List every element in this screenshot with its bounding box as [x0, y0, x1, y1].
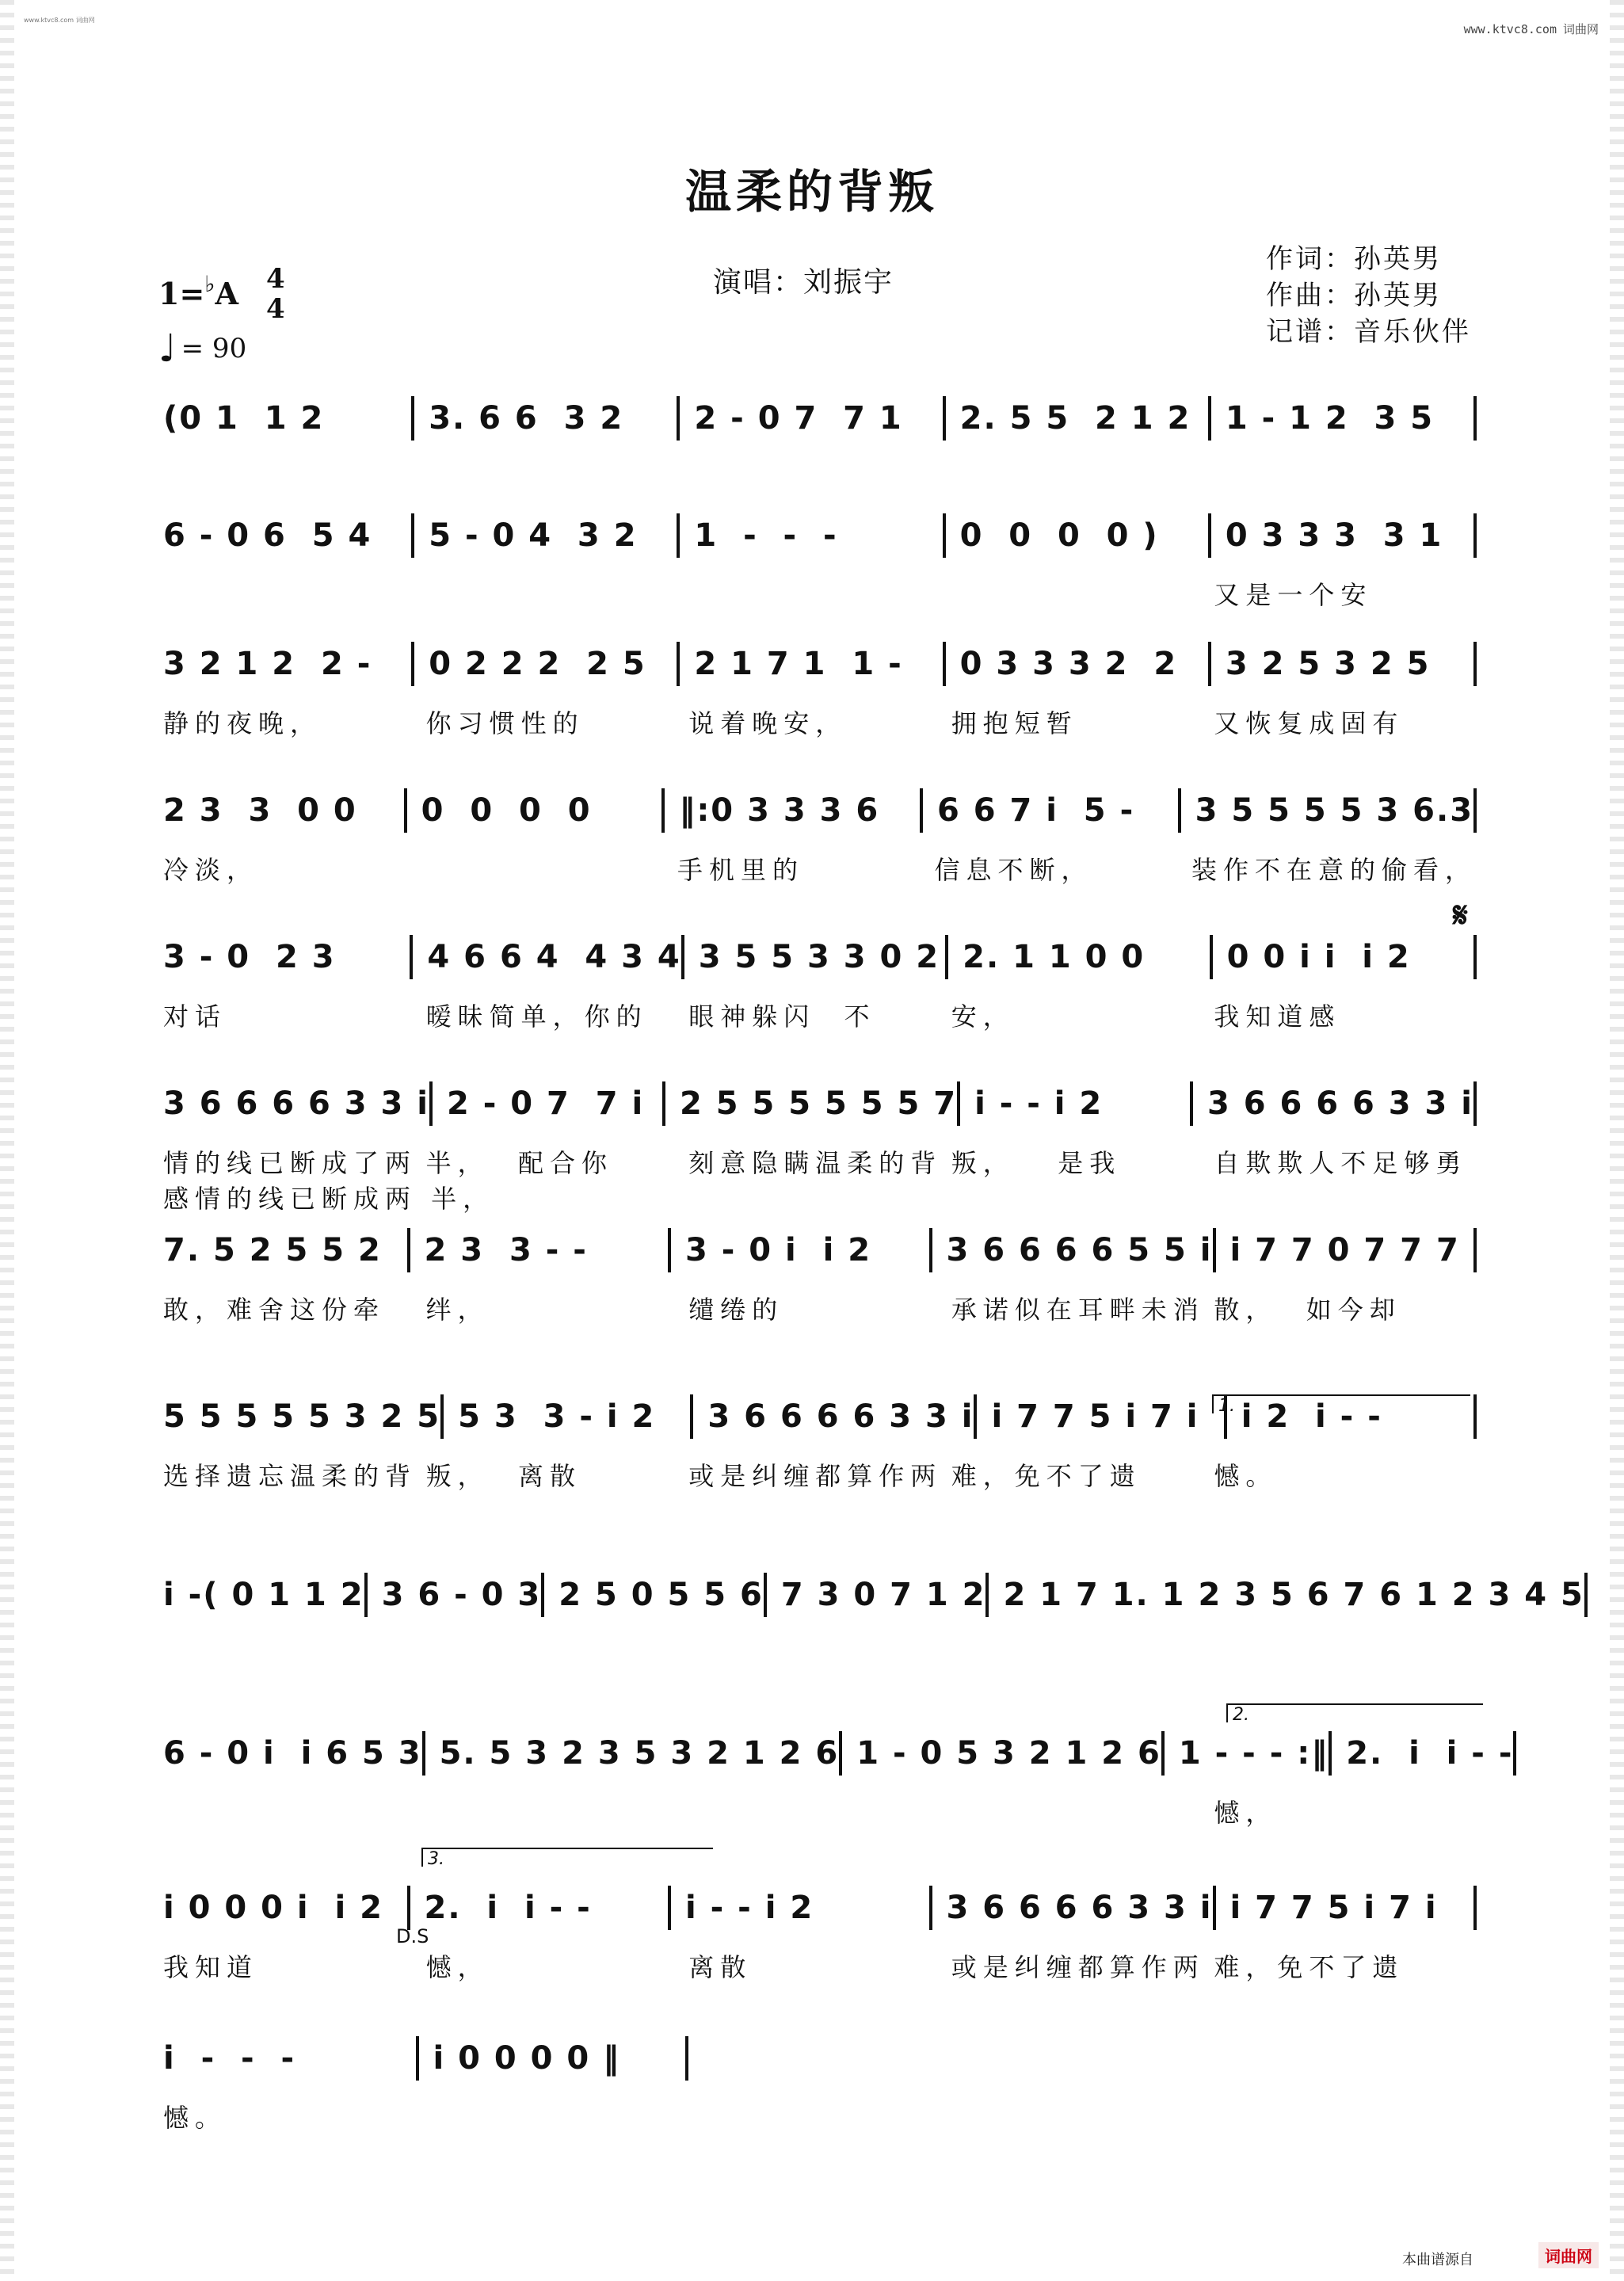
notes-line	[163, 1886, 1477, 1930]
lyric-text: 你习惯性的	[425, 708, 585, 738]
flat-icon: ♭	[204, 271, 215, 297]
lyric-text	[426, 1793, 689, 1829]
lyric-text: 对话	[163, 1001, 227, 1032]
right-border	[1610, 0, 1624, 2281]
footer-source: 本曲谱源自	[1402, 2252, 1473, 2268]
score-line	[163, 1731, 1514, 1829]
lyric-text: 离散	[688, 1952, 753, 1982]
lyric-text: 叛， 是我	[951, 1148, 1122, 1178]
measure: 2 5 5 5 5 5 5 7	[662, 1081, 957, 1126]
lyric-text	[688, 575, 951, 612]
measure: 3 6 6 6 6 3 3 i	[163, 1085, 430, 1122]
notes-line	[163, 642, 1477, 686]
lyric-text: 半， 配合你	[425, 1148, 613, 1178]
score-line	[163, 1228, 1477, 1326]
lyric-text	[951, 575, 1214, 612]
measure: 3 6 6 6 6 5 5 i	[929, 1228, 1213, 1272]
barline	[1473, 1081, 1477, 1126]
lyric-text: 或是纠缠都算作两	[951, 1952, 1205, 1982]
notes-line	[163, 1228, 1477, 1272]
measure: 2. 5 5 2 1 2	[943, 396, 1208, 441]
score-line	[163, 396, 1477, 441]
lyric-text: 散， 如今却	[1214, 1295, 1401, 1325]
score-line	[163, 642, 1477, 740]
key-signature	[158, 271, 238, 311]
lyric-line	[163, 1143, 1477, 1180]
lyric-line	[163, 704, 1477, 740]
notes-line	[163, 1731, 1514, 1776]
score-line	[163, 935, 1477, 1033]
lyric-text: 自欺欺人不足够勇	[1214, 1148, 1468, 1178]
quarter-note-icon: ♩	[158, 326, 177, 371]
third-ending: 3.	[421, 1848, 713, 1867]
measure: 2 1 7 1. 1 2 3 5 6 7 6 1 2 3 4 5	[985, 1573, 1584, 1617]
measure: 3 5 5 5 5 3 6.3	[1178, 788, 1473, 833]
lyric-text: 又恢复成固有	[1214, 708, 1405, 738]
lyric-text: 暧昧简单，你的	[425, 1001, 648, 1032]
credits-block	[1266, 241, 1471, 350]
lyric-text: 我知道	[163, 1952, 259, 1982]
site-url-text[interactable]: www.ktvc8.com	[1463, 22, 1557, 36]
lyric-text: 情的线已断成了两	[163, 1148, 417, 1178]
measure: 3 6 6 6 6 3 3 i	[690, 1394, 974, 1439]
measure: 5 5 5 5 5 3 2 5	[163, 1398, 441, 1435]
measure: 3. 6 6 3 2	[411, 396, 677, 441]
notes-line	[163, 2036, 688, 2081]
measure: 3 - 0 2 3	[163, 939, 336, 975]
measure: 5. 5 3 2 3 5 3 2 1 2 6	[422, 1731, 840, 1776]
barline	[1473, 1228, 1477, 1272]
measure: 3 6 6 6 6 3 3 i	[1190, 1081, 1473, 1126]
time-signature	[266, 264, 285, 324]
measure: i - - -	[163, 2040, 296, 2077]
measure: 2. 1 1 0 0	[945, 935, 1209, 979]
measure: 7. 5 2 5 5 2	[163, 1232, 382, 1268]
lyric-text	[426, 2098, 689, 2134]
lyric-text: 憾，	[425, 1952, 490, 1982]
lyric-text: 承诺似在耳畔未消	[951, 1295, 1205, 1325]
barline	[1473, 788, 1477, 833]
lyric-line	[163, 1947, 1477, 1984]
measure: 0 2 2 2 2 5	[411, 642, 677, 686]
notes-line	[163, 1573, 1584, 1617]
lyric-text: 叛， 离散	[425, 1461, 581, 1491]
lyric-text	[688, 1793, 951, 1829]
measure: 0 3 3 3 3 1	[1208, 513, 1473, 558]
notes-line	[163, 513, 1477, 558]
measure: 3 6 6 6 6 3 3 i	[929, 1886, 1213, 1930]
measure: 2 1 7 1 1 -	[677, 642, 942, 686]
meter-top: 4	[266, 263, 285, 295]
measure: 2 - 0 7 7 i	[429, 1081, 662, 1126]
measure: 7 3 0 7 1 2	[764, 1573, 986, 1617]
measure: 6 - 0 6 5 4	[163, 517, 372, 554]
lyric-text	[163, 575, 426, 612]
lyric-text: 憾。	[163, 2103, 227, 2133]
measure: 5 - 0 4 3 2	[411, 513, 677, 558]
lyric-text: 静的夜晚，	[163, 708, 322, 738]
notes-line	[163, 396, 1477, 441]
measure: 2 3 3 0 0	[163, 792, 357, 829]
lyric-text: 缱绻的	[688, 1295, 784, 1325]
measure: 2 - 0 7 7 1	[677, 396, 942, 441]
notes-line	[163, 935, 1477, 979]
score-line	[163, 1886, 1477, 1984]
measure: i 7 7 0 7 7 7	[1213, 1228, 1474, 1272]
lyric-text: 我知道感	[1214, 1001, 1341, 1032]
barline	[685, 2036, 688, 2081]
lyric-text: 憾，	[1214, 1798, 1278, 1828]
tempo-value: = 90	[181, 333, 247, 364]
lyric-text: 说着晚安，	[688, 708, 848, 738]
barline	[1473, 935, 1477, 979]
lyric-line	[163, 575, 1477, 612]
measure: 3 - 0 i i 2	[668, 1228, 929, 1272]
composer: 作曲：孙英男	[1266, 280, 1442, 311]
lyric-text: 装作不在意的偷看，	[1191, 855, 1477, 885]
measure: 5 3 3 - i 2	[440, 1394, 690, 1439]
measure: 3 2 1 2 2 -	[163, 646, 372, 682]
lyric-text: 敢，难舍这份牵	[163, 1295, 386, 1325]
site-url[interactable]	[1464, 21, 1599, 37]
measure: ‖:0 3 3 3 6	[661, 788, 920, 833]
transcriber: 记谱：音乐伙伴	[1266, 316, 1471, 348]
lyric-text: 刻意隐瞒温柔的背	[688, 1148, 943, 1178]
measure: 2. i i - -	[1329, 1731, 1513, 1776]
key-note: A	[215, 276, 238, 311]
measure: (0 1 1 2	[163, 400, 325, 437]
measure: i 2 i - -	[1224, 1394, 1473, 1439]
second-ending: 2.	[1226, 1703, 1483, 1722]
left-border	[0, 0, 14, 2281]
lyric-text	[421, 850, 678, 887]
first-ending: 1.	[1212, 1394, 1470, 1413]
score-line	[163, 1081, 1477, 1180]
barline	[1584, 1573, 1588, 1617]
lyric-text	[426, 575, 689, 612]
key-prefix: 1=	[158, 276, 205, 311]
measure: 0 0 0 0	[404, 788, 662, 833]
header-mark: www.ktvc8.com 词曲网	[24, 17, 95, 24]
lyric-text: 信息不断，	[934, 855, 1093, 885]
measure: i 7 7 5 i 7 i	[1213, 1886, 1474, 1930]
lyric-line	[163, 997, 1477, 1033]
measure: 4 6 6 4 4 3 4	[410, 935, 680, 979]
lyric-line	[163, 1793, 1477, 1829]
measure: 6 - 0 i i 6 5 3	[163, 1735, 422, 1772]
second-verse-lyric: 感情的线已断成两 半，	[163, 1184, 495, 1214]
score-line	[163, 2036, 688, 2134]
lyric-line	[163, 850, 1477, 887]
measure: i - - i 2	[957, 1081, 1190, 1126]
site-brand: 词曲网	[1562, 22, 1599, 36]
lyric-line	[163, 1290, 1477, 1326]
measure: 0 0 0 0 )	[943, 513, 1208, 558]
measure: 3 6 - 0 3	[364, 1573, 542, 1617]
measure: 1 - 1 2 3 5	[1208, 396, 1473, 441]
measure: 6 6 7 i 5 -	[920, 788, 1178, 833]
score-line	[163, 788, 1477, 887]
lyric-text: 又是一个安	[1214, 580, 1373, 610]
lyric-text	[951, 1793, 1214, 1829]
notes-line	[163, 788, 1477, 833]
lyric-line	[163, 2098, 688, 2134]
lyric-text: 安，	[951, 1001, 1015, 1032]
measure: i 0 0 0 0 ‖	[416, 2036, 686, 2081]
measure: 0 3 3 3 2 2	[943, 642, 1208, 686]
barline	[1473, 396, 1477, 441]
lyric-text: 冷淡，	[163, 855, 259, 885]
lyric-line	[163, 1456, 1477, 1493]
measure: 3 2 5 3 2 5	[1208, 642, 1473, 686]
lyric-text	[163, 1793, 426, 1829]
segno-sign: 𝄋	[1453, 895, 1468, 936]
lyric-text: 难，免不了遗	[951, 1461, 1142, 1491]
measure: 2. i i - -	[407, 1886, 669, 1930]
score-line	[163, 513, 1477, 612]
measure: i -( 0 1 1 2	[163, 1577, 364, 1613]
lyric-text: 眼神躲闪 不	[688, 1001, 876, 1032]
notes-line	[163, 1081, 1477, 1126]
measure: i 7 7 5 i 7 i	[974, 1394, 1223, 1439]
barline	[1473, 1886, 1477, 1930]
lyric-text: 绊，	[425, 1295, 490, 1325]
measure: 3 5 5 3 3 0 2	[681, 935, 945, 979]
lyric-text: 选择遗忘温柔的背	[163, 1461, 417, 1491]
footer-brand-badge[interactable]: 词曲网	[1538, 2242, 1599, 2268]
measure: 2 5 0 5 5 6	[541, 1573, 764, 1617]
singer: 演唱：刘振宇	[713, 266, 894, 299]
measure: 2 3 3 - -	[407, 1228, 669, 1272]
barline	[1473, 1394, 1477, 1439]
barline	[1513, 1731, 1516, 1776]
lyric-text: 拥抱短暂	[951, 708, 1078, 738]
meter-bottom: 4	[266, 293, 285, 325]
lyric-text: 手机里的	[677, 855, 805, 885]
measure: 1 - - -	[677, 513, 942, 558]
measure: i 0 0 0 i i 2	[163, 1890, 383, 1926]
measure: 1 - 0 5 3 2 1 2 6	[839, 1731, 1161, 1776]
tempo-marking	[158, 326, 247, 371]
measure: i - - i 2	[668, 1886, 929, 1930]
lyric-text: 难，免不了遗	[1214, 1952, 1405, 1982]
lyricist: 作词：孙英男	[1266, 243, 1442, 275]
lyric-text: 或是纠缠都算作两	[688, 1461, 943, 1491]
ds-marking: D.S	[396, 1925, 429, 1947]
barline	[1473, 513, 1477, 558]
measure: 1 - - - :‖	[1161, 1731, 1329, 1776]
song-title: 温柔的背叛	[684, 165, 939, 219]
score-line	[163, 1573, 1584, 1617]
lyric-text: 憾。	[1214, 1461, 1278, 1491]
barline	[1473, 642, 1477, 686]
measure: 0 0 i i i 2	[1210, 935, 1473, 979]
